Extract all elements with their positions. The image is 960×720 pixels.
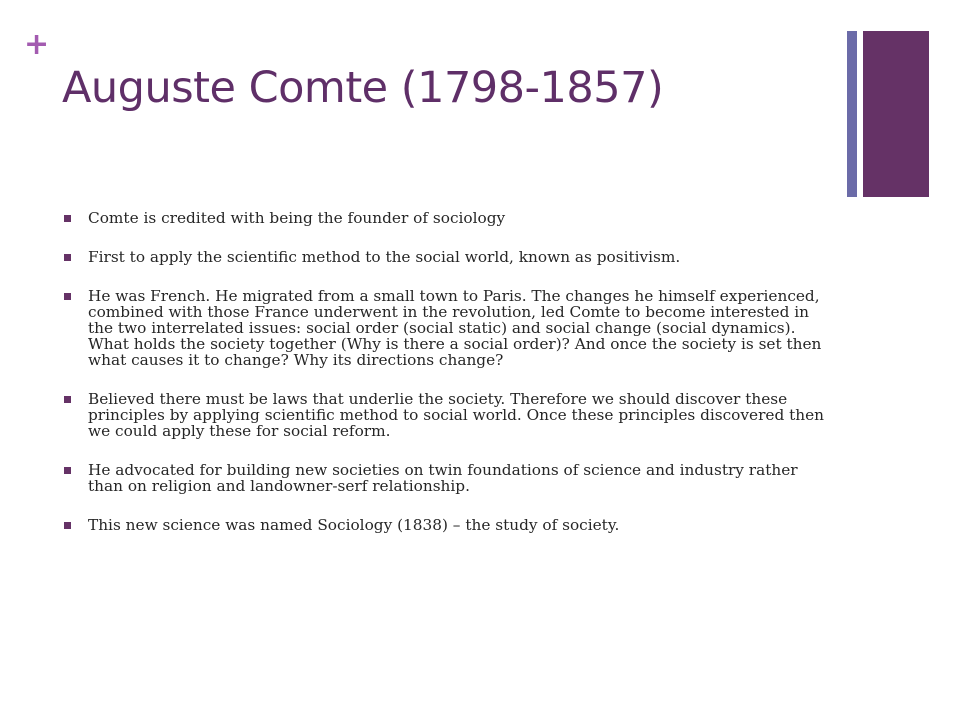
accent-bar-thick: [863, 31, 929, 197]
bullet-text: First to apply the scientific method to the social world, known as positivism.: [88, 248, 681, 266]
bullet-text: He advocated for building new societies on twin foundations of science and industry rather than on religion and landowner-serf relationship.: [88, 461, 798, 495]
bullet-item: [64, 391, 834, 439]
slide-title: Auguste Comte (1798-1857): [62, 63, 664, 113]
accent-bar-thin: [847, 31, 857, 197]
square-bullet-icon: [64, 254, 71, 261]
square-bullet-icon: [64, 522, 71, 529]
square-bullet-icon: [64, 215, 71, 222]
square-bullet-icon: [64, 396, 71, 403]
bullet-item: [64, 462, 834, 494]
square-bullet-icon: [64, 293, 71, 300]
plus-icon: +: [24, 27, 50, 62]
bullet-text: Believed there must be laws that underlie the society. Therefore we should discover these principles by applying scientific method to social world. Once these principles discovered then we could apply these for social reform.: [88, 390, 825, 440]
bullet-text: Comte is credited with being the founder of sociology: [88, 209, 506, 227]
bullet-item: [64, 249, 834, 265]
bullet-list: [64, 210, 834, 556]
bullet-item: [64, 288, 834, 368]
bullet-text: He was French. He migrated from a small town to Paris. The changes he himself experienced, combined with those France underwent in the revolution, led Comte to become interested in the two interrelated issues: social order (social static) and social change (social dynamics). What holds the society together (Why is there a social order)? And once the society is set then what causes it to change? Why its directions change?: [88, 287, 822, 369]
bullet-text: This new science was named Sociology (1838) – the study of society.: [88, 516, 620, 534]
bullet-item: [64, 210, 834, 226]
bullet-item: [64, 517, 834, 533]
square-bullet-icon: [64, 467, 71, 474]
